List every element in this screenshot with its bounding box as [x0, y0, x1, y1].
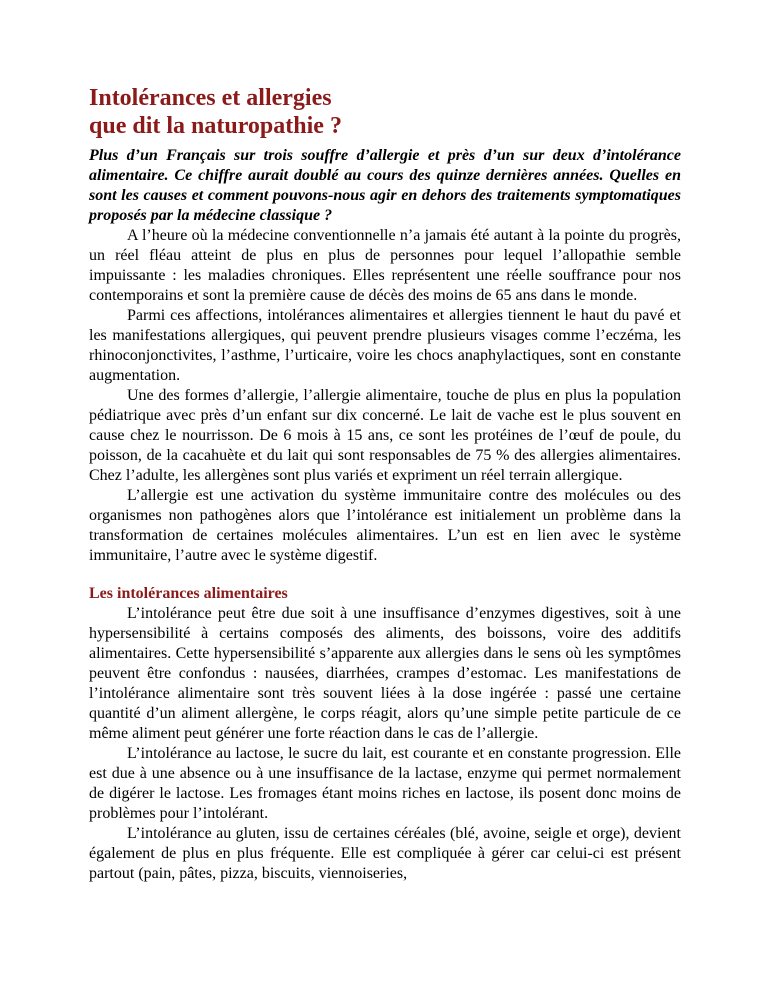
paragraph: Une des formes d’allergie, l’allergie alimentaire, touche de plus en plus la population pédiatrique avec près d’un enfant sur dix concerné. Le lait de vache est le plus souvent en cause chez le nourrisson. De 6 mois à 15 ans, ce sont les protéines de l’œuf de poule, du poisson, de la cacahuète et du lait qui sont responsables de 75 % des allergies alimentaires. Chez l’adulte, les allergènes sont plus variés et expriment un réel terrain allergique. — [89, 387, 681, 484]
article-lead: Plus d’un Français sur trois souffre d’allergie et près d’un sur deux d’intolérance alimentaire. Ce chiffre aurait doublé au cours des quinze dernières années. Quelles en sont les causes et comment pouvons-nous agir en dehors des traitements symptomatiques proposés par la médecine classique ? — [89, 147, 681, 224]
article-title — [89, 84, 681, 140]
article-title-line-2: que dit la naturopathie ? — [89, 113, 342, 139]
paragraph: Parmi ces affections, intolérances alimentaires et allergies tiennent le haut du pavé et les manifestations allergiques, qui peuvent prendre plusieurs visages comme l’eczéma, les rhinoconjonctivites, l’asthme, l’urticaire, voire les chocs anaphylactiques, sont en constante augmentation. — [89, 307, 681, 384]
section-heading: Les intolérances alimentaires — [89, 585, 288, 602]
paragraph: L’intolérance au gluten, issu de certaines céréales (blé, avoine, seigle et orge), devient également de plus en plus fréquente. Elle est compliquée à gérer car celui-ci est présent partout (pain, pâtes, pizza, biscuits, viennoiseries, — [89, 825, 681, 882]
paragraph: L’intolérance peut être due soit à une insuffisance d’enzymes digestives, soit à une hypersensibilité à certains composés des aliments, des boissons, voire des additifs alimentaires. Cette hypersensibilité s’apparente aux allergies dans le sens où les symptômes peuvent être confondus : nausées, diarrhées, crampes d’estomac. Les manifestations de l’intolérance alimentaire sont très souvent liées à la dose ingérée : passé une certaine quantité d’un aliment allergène, le corps réagit, alors qu’une simple petite particule de ce même aliment peut générer une forte réaction dans le cas de l’allergie. — [89, 605, 681, 742]
paragraph: L’intolérance au lactose, le sucre du lait, est courante et en constante progression. Elle est due à une absence ou à une insuffisance de la lactase, enzyme qui permet normalement de digérer le lactose. Les fromages étant moins riches en lactose, ils posent donc moins de problèmes pour l’intolérant. — [89, 745, 681, 822]
paragraph: A l’heure où la médecine conventionnelle n’a jamais été autant à la pointe du progrès, un réel fléau atteint de plus en plus de personnes pour lequel l’allopathie semble impuissante : les maladies chroniques. Elles représentent une réelle souffrance pour nos contemporains et sont la première cause de décès des moins de 65 ans dans le monde. — [89, 227, 681, 304]
document-page — [89, 84, 681, 884]
article-title-line-1: Intolérances et allergies — [89, 85, 332, 111]
paragraph: L’allergie est une activation du système immunitaire contre des molécules ou des organismes non pathogènes alors que l’intolérance est initialement un problème dans la transformation de certaines molécules alimentaires. L’un est en lien avec le système immunitaire, l’autre avec le système digestif. — [89, 487, 681, 564]
